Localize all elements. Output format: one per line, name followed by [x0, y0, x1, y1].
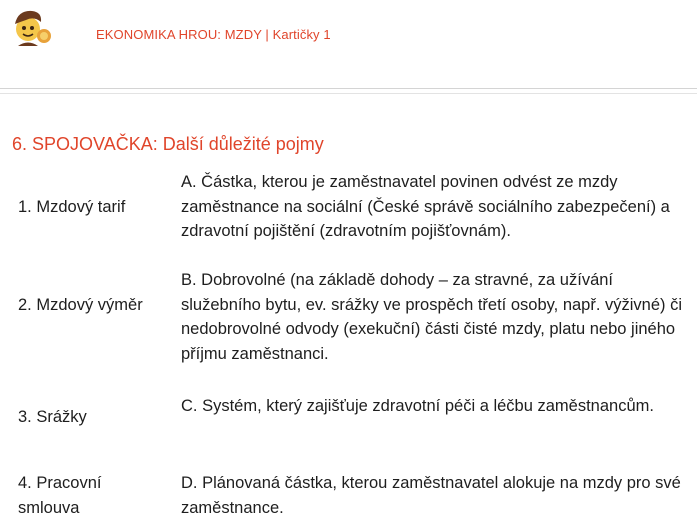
section-title: 6. SPOJOVAČKA: Další důležité pojmy	[12, 134, 324, 154]
term-item-1: 1. Mzdový tarif	[18, 198, 126, 216]
definition-item-a: A. Částka, kterou je zaměstnavatel povinen odvést ze mzdy zaměstnance na sociální (České správě sociálního zabezpečení) a zdravotní pojištění (zdravotním pojišťovnám).	[181, 173, 670, 240]
header-title: EKONOMIKA HROU: MZDY | Kartičky 1	[96, 27, 331, 42]
term-item-3: 3. Srážky	[18, 408, 87, 426]
page-header	[0, 0, 697, 88]
definition-item-d: D. Plánovaná částka, kterou zaměstnavatel alokuje na mzdy pro své zaměstnance.	[181, 474, 681, 517]
term-item-2: 2. Mzdový výměr	[18, 296, 143, 314]
definition-item-c: C. Systém, který zajišťuje zdravotní péči a léčbu zaměstnancům.	[181, 397, 654, 415]
mascot-logo-icon	[10, 6, 54, 50]
term-item-4: 4. Pracovní smlouva	[18, 474, 102, 517]
header-divider-secondary	[0, 93, 697, 94]
definition-item-b: B. Dobrovolné (na základě dohody – za stravné, za užívání služebního bytu, ev. srážky ve prospěch třetí osoby, např. výživné) či nedobrovolné odvody (exekuční) části čisté mzdy, platu nebo jiného příjmu zaměstnanci.	[181, 271, 683, 363]
header-divider	[0, 88, 697, 89]
